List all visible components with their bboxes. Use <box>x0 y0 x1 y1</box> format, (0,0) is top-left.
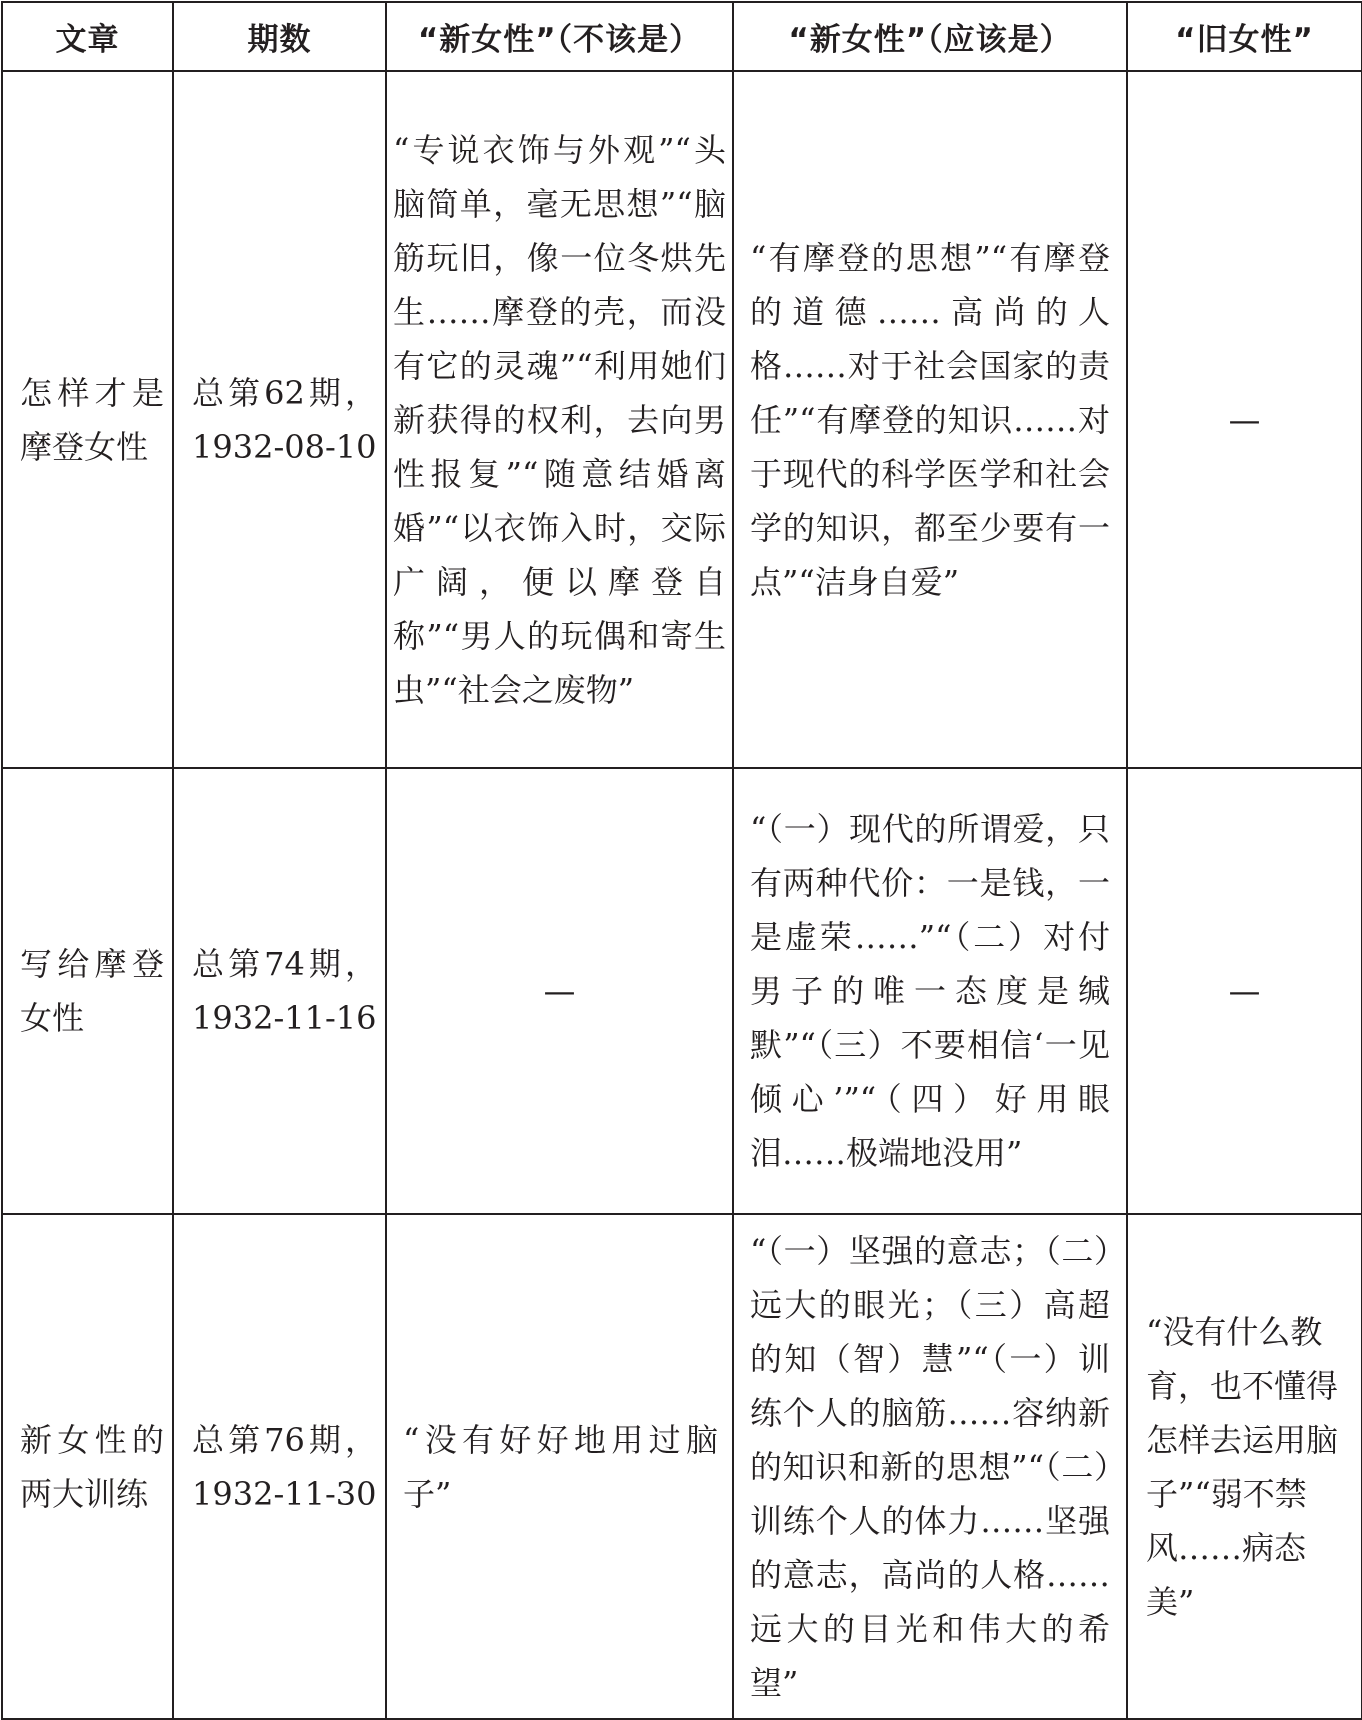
header-article: 文章 <box>2 2 173 71</box>
article-cell <box>2 768 173 1214</box>
old-cell <box>1127 71 1362 768</box>
new-woman-should-not-text: — <box>543 972 576 1010</box>
new-not-cell <box>386 1214 733 1719</box>
table-row <box>2 768 1362 1214</box>
header-new-woman-should-be: “新女性”（应该是） <box>733 2 1127 71</box>
issue-cell <box>173 1214 386 1719</box>
new-woman-should-text: “（一）现代的所谓爱，只有两种代价：一是钱，一是虚荣……”“（二）对付男子的唯一态度是缄默”“（三）不要相信‘一见倾心’”“（四）好用眼泪……极端地没用” <box>750 810 1110 1172</box>
comparison-table-container <box>1 1 1361 1712</box>
new-woman-should-text: “（一）坚强的意志；（二）远大的眼光；（三）高超的知（智）慧”“（一）训练个人的脑筋……容纳新的知识和新的思想”“（二）训练个人的体力……坚强的意志，高尚的人格……远大的目光和伟大的希望” <box>750 1231 1110 1702</box>
article-title: 新女性的两大训练 <box>20 1420 164 1513</box>
table-row <box>2 1214 1362 1719</box>
table-header-row <box>2 2 1362 71</box>
new-woman-should-not-text: “专说衣饰与外观”“头脑简单，毫无思想”“脑筋玩旧，像一位冬烘先生……摩登的壳，而没有它的灵魂”“利用她们新获得的权利，去向男性报复”“随意结婚离婚”“以衣饰入时，交际广阔，便以摩登自称”“男人的玩偶和寄生虫”“社会之废物” <box>393 130 726 709</box>
comparison-table <box>1 1 1362 1720</box>
article-title: 写给摩登女性 <box>20 945 164 1037</box>
header-old-woman: “旧女性” <box>1127 2 1362 71</box>
old-woman-text: — <box>1228 972 1261 1010</box>
old-woman-text: “没有什么教育，也不懂得怎样去运用脑子”“弱不禁风……病态美” <box>1146 1312 1339 1621</box>
article-cell <box>2 71 173 768</box>
issue-info: 总第62期，1932-08-10 <box>192 373 377 466</box>
header-issue: 期数 <box>173 2 386 71</box>
old-cell <box>1127 1214 1362 1719</box>
issue-info: 总第76期，1932-11-30 <box>192 1420 377 1513</box>
new-not-cell <box>386 71 733 768</box>
new-not-cell <box>386 768 733 1214</box>
new-woman-should-not-text: “没有好好地用过脑子” <box>403 1420 718 1513</box>
header-new-woman-should-not-be: “新女性”（不该是） <box>386 2 733 71</box>
old-cell <box>1127 768 1362 1214</box>
table-row <box>2 71 1362 768</box>
new-should-cell <box>733 1214 1127 1719</box>
new-should-cell <box>733 768 1127 1214</box>
new-should-cell <box>733 71 1127 768</box>
issue-cell <box>173 768 386 1214</box>
article-title: 怎样才是摩登女性 <box>20 373 164 466</box>
issue-info: 总第74期，1932-11-16 <box>192 945 377 1037</box>
issue-cell <box>173 71 386 768</box>
new-woman-should-text: “有摩登的思想”“有摩登的道德……高尚的人格……对于社会国家的责任”“有摩登的知识……对于现代的科学医学和社会学的知识，都至少要有一点”“洁身自爱” <box>750 238 1110 601</box>
article-cell <box>2 1214 173 1719</box>
old-woman-text: — <box>1228 400 1261 439</box>
